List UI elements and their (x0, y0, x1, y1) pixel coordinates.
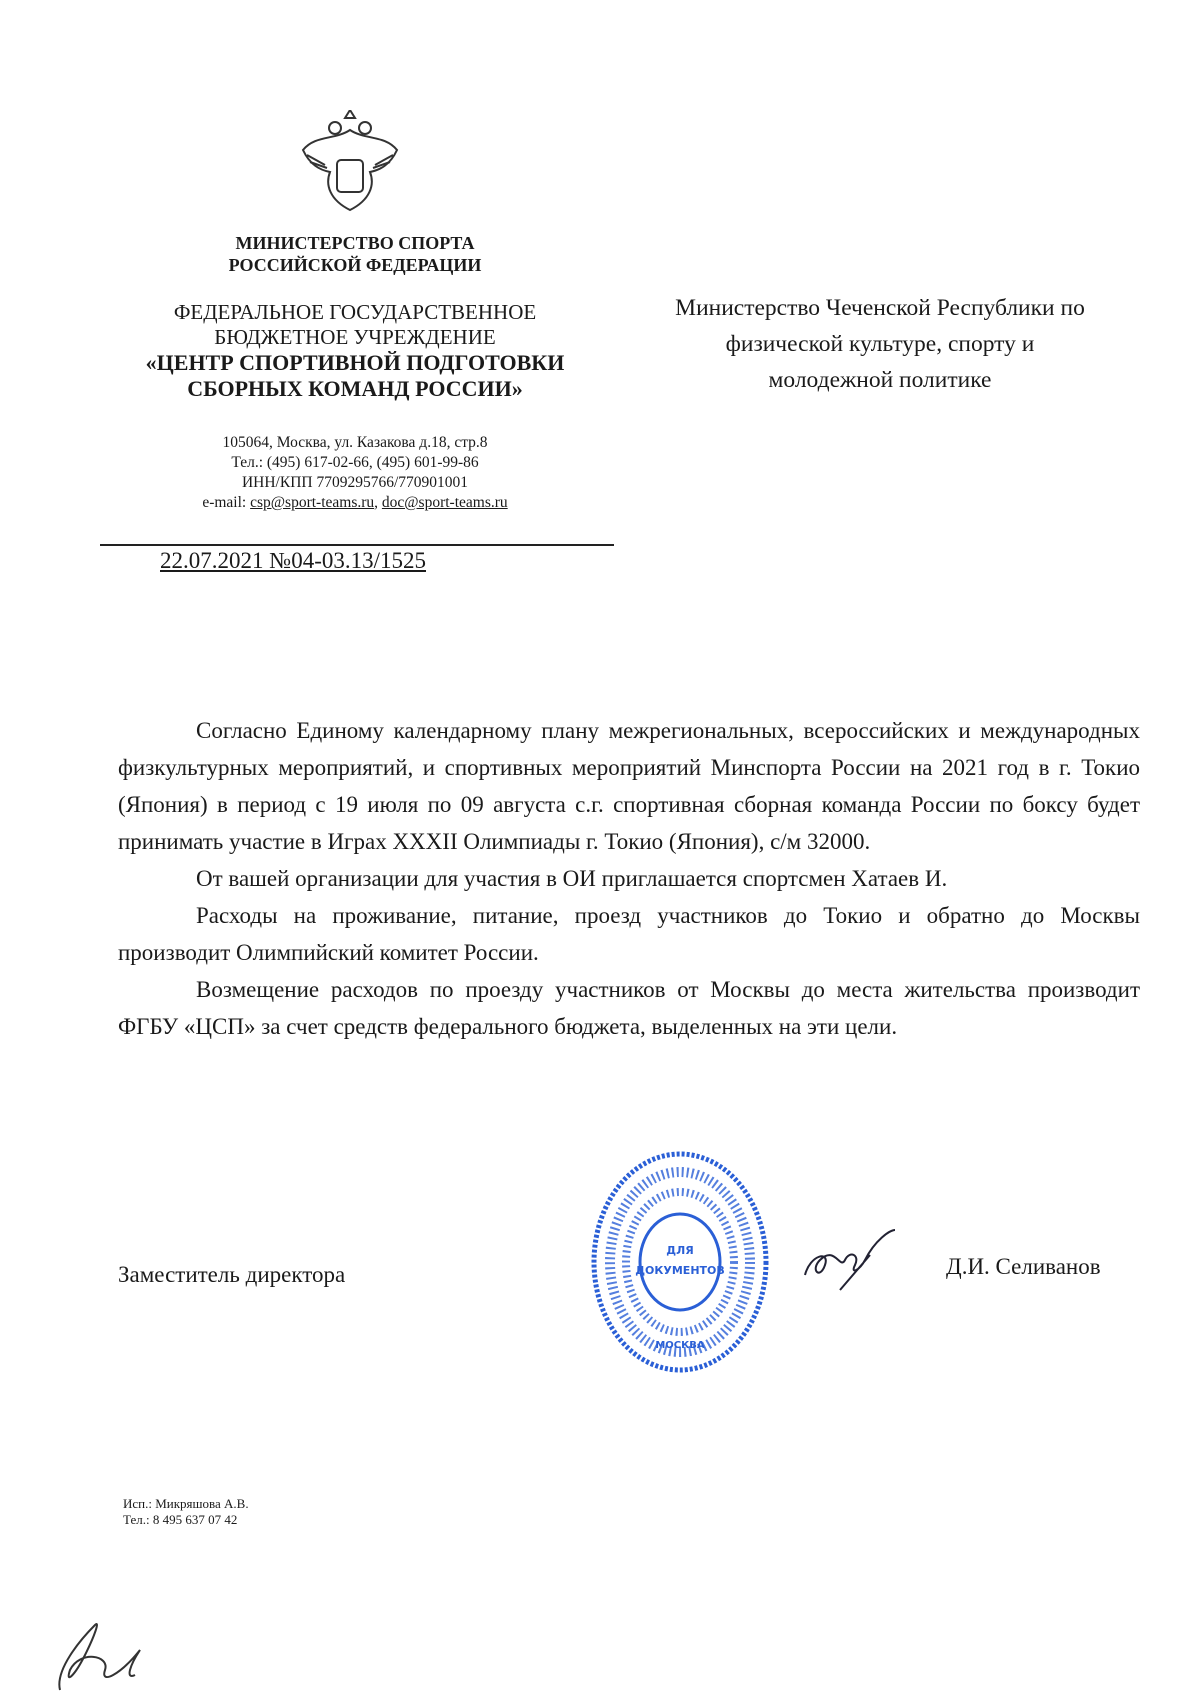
letter-body (118, 712, 1140, 1045)
handwritten-signature (800, 1225, 900, 1295)
organization-contacts: 105064, Москва, ул. Казакова д.18, стр.8 Тел.: (495) 617-02-66, (495) 601-99-86 ИНН/КПП 7709295766/770901001 e-mail: csp@sport-teams.ru, doc@sport-teams.ru (202, 434, 508, 511)
ministry-name: МИНИСТЕРСТВО СПОРТА РОССИЙСКОЙ ФЕДЕРАЦИИ (228, 233, 482, 275)
registration-number: 22.07.2021 №04-03.13/1525 (160, 548, 426, 573)
paragraph: Возмещение расходов по проезду участников от Москвы до места жительства производит ФГБУ «ЦСП» за счет средств федерального бюджета, выделенных на эти цели. (118, 977, 1140, 1039)
paragraph: От вашей организации для участия в ОИ приглашается спортсмен Хатаев И. (196, 866, 948, 891)
coat-of-arms-icon (295, 110, 405, 220)
organization-name: ФЕДЕРАЛЬНОЕ ГОСУДАРСТВЕННОЕ БЮДЖЕТНОЕ УЧРЕЖДЕНИЕ «ЦЕНТР СПОРТИВНОЙ ПОДГОТОВКИ СБОРНЫХ КОМАНД РОССИИ» (145, 300, 565, 401)
signatory-name: Д.И. Селиванов (946, 1254, 1101, 1279)
email-link-csp[interactable]: csp@sport-teams.ru (250, 494, 375, 511)
stamp-city: МОСКВА (655, 1340, 705, 1351)
stamp-text: ДЛЯ (666, 1244, 694, 1257)
divider (100, 544, 614, 546)
handwritten-initials (40, 1600, 170, 1696)
paragraph: Расходы на проживание, питание, проезд участников до Токио и обратно до Москвы производит Олимпийский комитет России. (118, 903, 1140, 965)
signatory-title: Заместитель директора (118, 1262, 346, 1287)
stamp-text: ДОКУМЕНТОВ (635, 1264, 725, 1277)
executor-info: Исп.: Микряшова А.В. Тел.: 8 495 637 07 42 (123, 1496, 249, 1527)
recipient: Министерство Чеченской Республики по физической культуре, спорту и молодежной политике (675, 295, 1085, 393)
email-link-doc[interactable]: doc@sport-teams.ru (381, 494, 508, 511)
official-stamp (590, 1150, 770, 1380)
paragraph: Согласно Единому календарному плану межрегиональных, всероссийских и международных физкультурных мероприятий, и спортивных мероприятий Минспорта России на 2021 год в г. Токио (Япония) в период с 19 июля по 09 августа с.г. спортивная сборная команда России по боксу будет принимать участие в Играх XXXII Олимпиады г. Токио (Япония), с/м 32000. (118, 718, 1140, 854)
